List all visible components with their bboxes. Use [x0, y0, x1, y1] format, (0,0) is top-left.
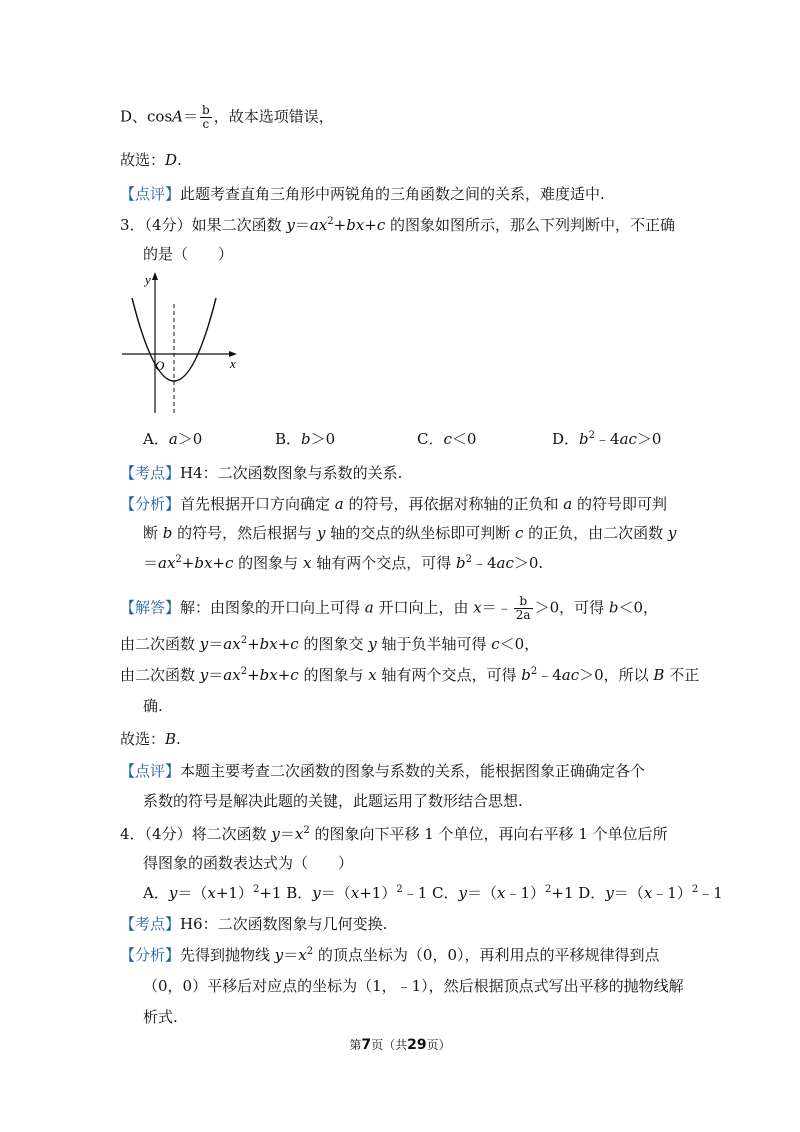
x-axis-label: x — [230, 356, 236, 371]
q3-jieda-line4: 确. — [143, 697, 163, 715]
y-axis-arrow — [152, 272, 158, 280]
q4-option-d[interactable]: D．y＝（x﹣1）$^2$﹣1 — [578, 884, 723, 902]
option-d-line: D、cosA＝ $\frac{b}{c}$ ，故本选项错误， — [120, 103, 334, 131]
q4-stem-line2: 得图象的函数表达式为（ ） — [143, 854, 354, 872]
page-number: 7 — [361, 1037, 372, 1053]
fraction-b-over-2a: $\frac{b}{2a}$ — [515, 594, 531, 622]
page-footer: 第7页（共29页） — [349, 1037, 451, 1053]
fraction-b-over-c: $\frac{b}{c}$ — [202, 103, 210, 131]
q4-fenxi-line2: （0，0）平移后对应点的坐标为（1，﹣1），然后根据顶点式写出平移的抛物线解 — [143, 977, 684, 995]
q3-jieda-line1: 【解答】解：由图象的开口向上可得 a 开口向上，由 x＝﹣ $\frac{b}{2a}$ ＞0，可得 b＜0， — [120, 594, 659, 622]
answer-line-q3: 故选：B. — [120, 730, 181, 748]
q3-jieda-line2: 由二次函数 $y=ax^2+bx+c$ 的图象交 y 轴于负半轴可得 c＜0， — [120, 635, 540, 653]
answer-line-q2: 故选：D. — [120, 151, 182, 169]
q3-fenxi-line1: 【分析】首先根据开口方向确定 a 的符号，再依据对称轴的正负和 a 的符号即可判 — [120, 495, 668, 513]
q4-fenxi-line1: 【分析】先得到抛物线 $y=x^2$ 的顶点坐标为（0，0），再利用点的平移规律得到点 — [120, 946, 660, 964]
q4-stem-line1: 4．（4分）将二次函数 $y=x^2$ 的图象向下平移 1 个单位，再向右平移 1 个单位后所 — [120, 825, 668, 843]
q4-options-line — [143, 882, 723, 904]
q4-option-c[interactable]: C．y＝（x﹣1）$^2$+1 — [432, 884, 579, 902]
q3-review-line2: 系数的符号是解决此题的关键，此题运用了数形结合思想. — [143, 792, 523, 810]
q4-kaodian: 【考点】H6：二次函数图象与几何变换. — [120, 915, 388, 933]
q3-review-line1: 【点评】本题主要考查二次函数的图象与系数的关系，能根据图象正确确定各个 — [120, 762, 646, 780]
q3-kaodian: 【考点】H4：二次函数图象与系数的关系. — [120, 464, 403, 482]
parabola-graph — [118, 268, 248, 423]
q3-option-b[interactable]: B．b＞0 — [275, 430, 336, 448]
q3-stem-line2: 的是（ ） — [143, 245, 234, 263]
q3-stem-line1: 3．（4分）如果二次函数 $y=ax^2+bx+c$ 的图象如图所示，那么下列判断中，不正确 — [120, 216, 676, 234]
review-q2: 【点评】此题考查直角三角形中两锐角的三角函数之间的关系，难度适中. — [120, 185, 605, 203]
q3-option-a[interactable]: A．a＞0 — [143, 430, 203, 448]
origin-label: O — [155, 358, 165, 373]
y-axis-label: y — [145, 272, 151, 287]
page-total: 29 — [407, 1037, 427, 1053]
q3-jieda-line3: 由二次函数 $y=ax^2+bx+c$ 的图象与 x 轴有两个交点，可得 $b^2﹣4ac>0$，所以 B 不正 — [120, 666, 700, 684]
q3-option-c[interactable]: C．c＜0 — [417, 430, 477, 448]
q3-fenxi-line2: 断 b 的符号，然后根据与 y 轴的交点的纵坐标即可判断 c 的正负，由二次函数 y — [143, 524, 677, 542]
q4-fenxi-line3: 析式. — [143, 1008, 178, 1026]
q4-option-a[interactable]: A．$y=(x+1)^2+1$ — [143, 884, 287, 902]
q4-option-b[interactable]: B．$y=(x+1)^2﹣1$ — [286, 884, 433, 902]
q3-fenxi-line3: $=ax^2+bx+c$ 的图象与 x 轴有两个交点，可得 $b^2﹣4ac>0$. — [143, 554, 544, 572]
q3-option-d[interactable]: D．$b^2﹣4ac>0$ — [552, 430, 662, 448]
